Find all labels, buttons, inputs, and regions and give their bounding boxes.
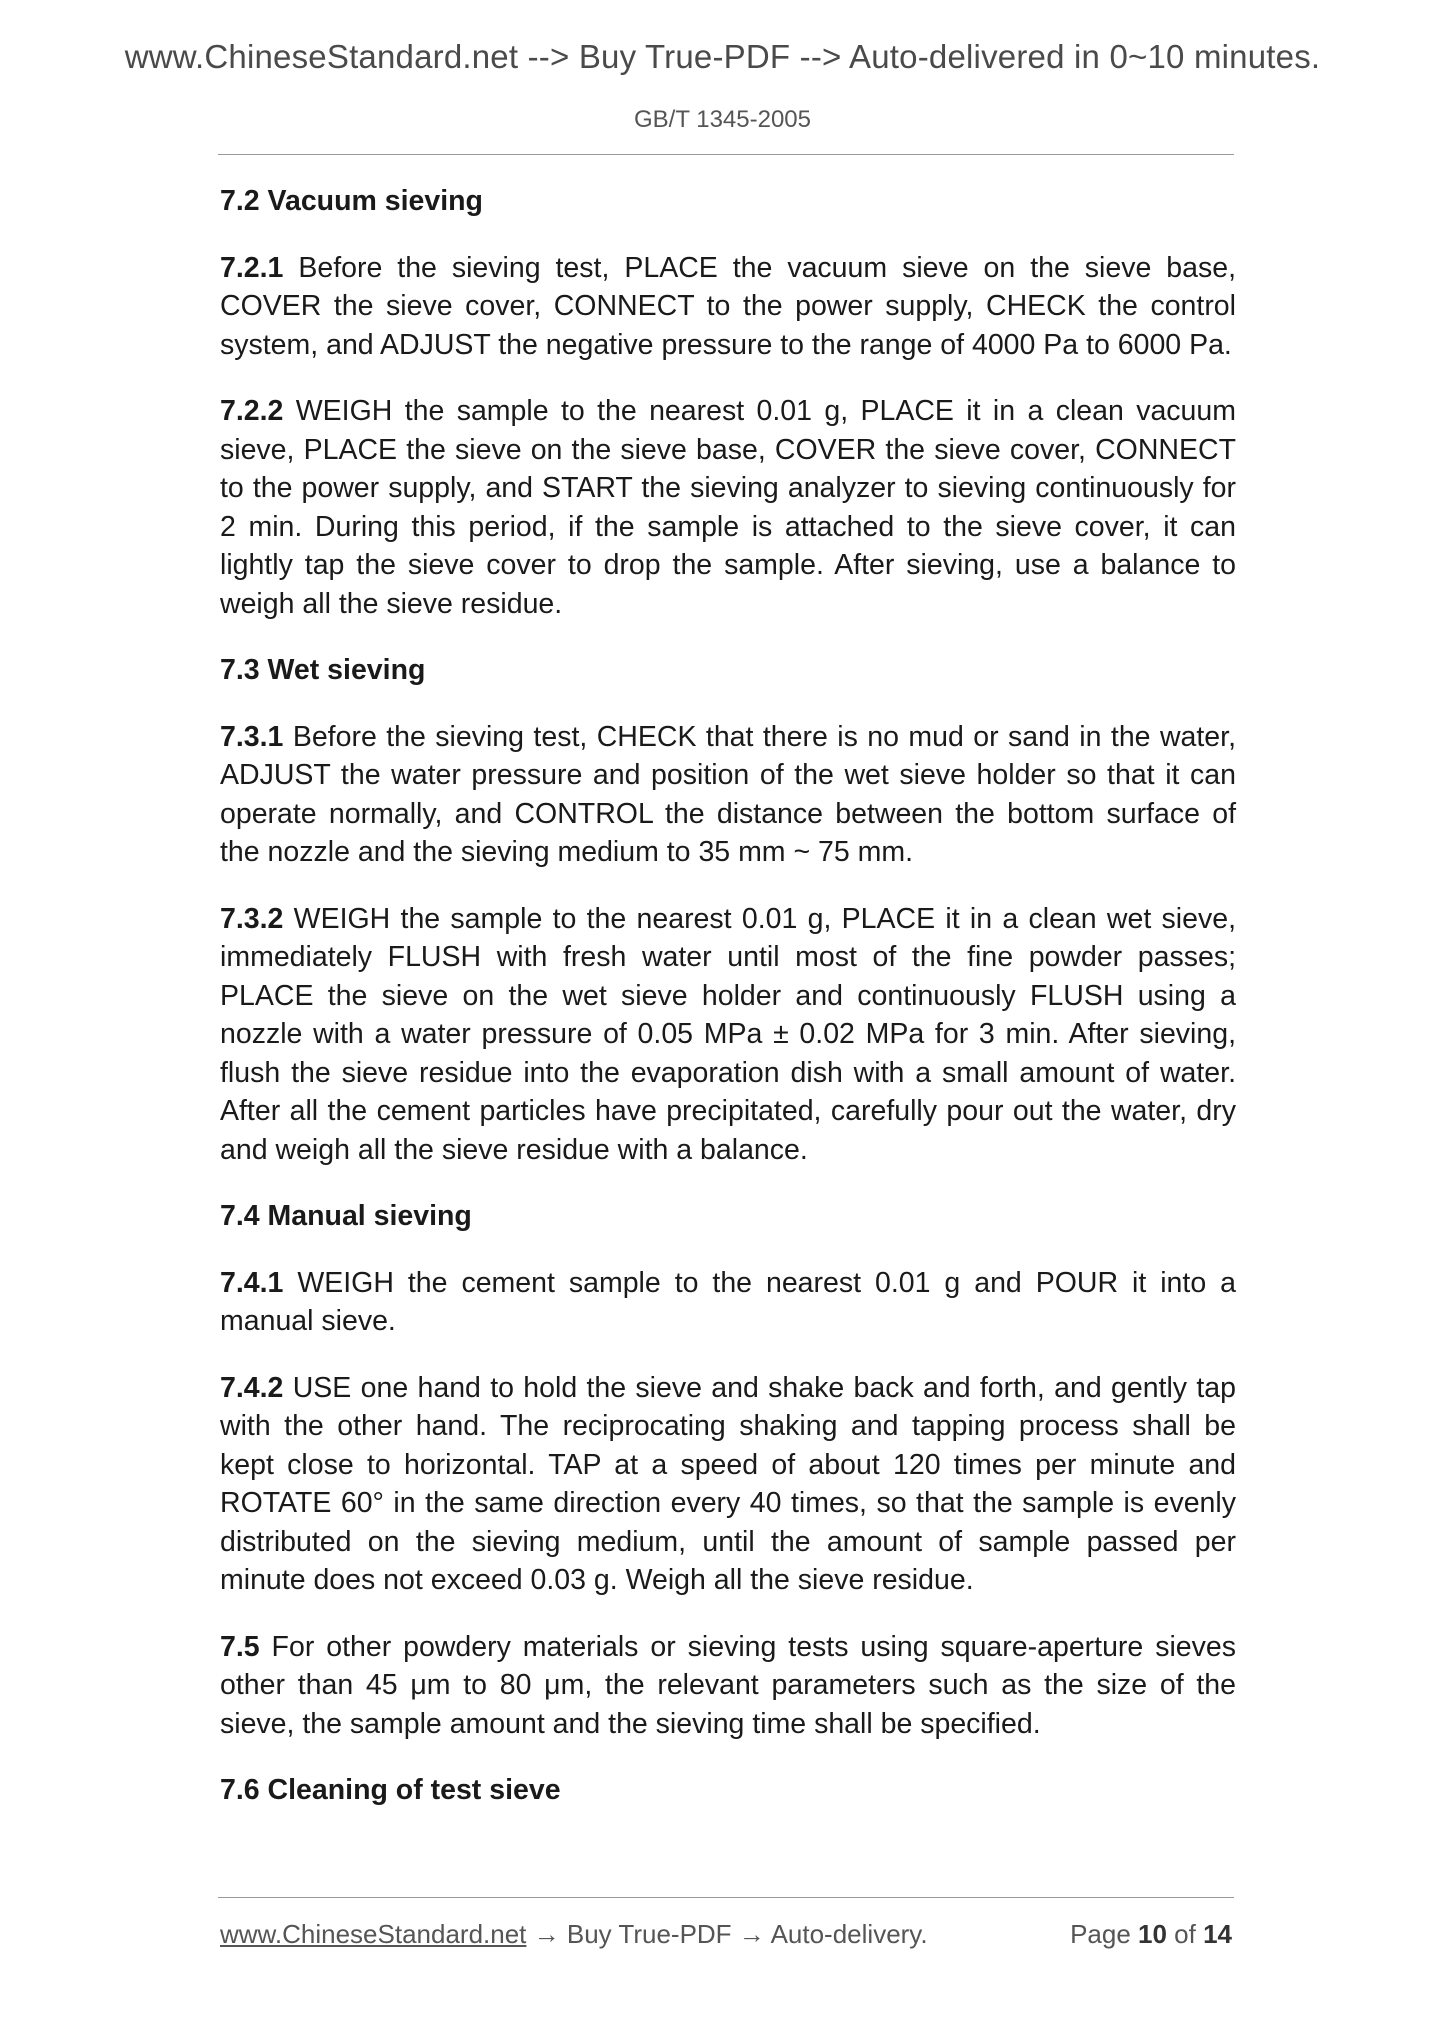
clause-number: 7.2.1 (220, 251, 284, 284)
page-footer (220, 1919, 1232, 1950)
section-heading-7-3: 7.3 Wet sieving (220, 654, 426, 686)
footer-site-link[interactable]: www.ChineseStandard.net (220, 1919, 527, 1949)
clause-number: 7.3.2 (220, 902, 284, 935)
clause-number: 7.3.1 (220, 720, 284, 753)
footer-divider (218, 1897, 1234, 1898)
clause-number: 7.4.1 (220, 1266, 284, 1299)
clause-text: Before the sieving test, CHECK that there is no mud or sand in the water, ADJUST the water pressure and position of the wet sieve holder so that it can operate normally, and CONTROL the distance between the bottom surface of the nozzle and the sieving medium to 35 mm ~ 75 mm. (220, 720, 1236, 868)
paragraph-7-4-2 (220, 1369, 1236, 1600)
clause-text: WEIGH the cement sample to the nearest 0.01 g and POUR it into a manual sieve. (220, 1266, 1236, 1337)
section-heading-7-2: 7.2 Vacuum sieving (220, 185, 483, 217)
clause-text: USE one hand to hold the sieve and shake back and forth, and gently tap with the other hand. The reciprocating shaking and tapping process shall be kept close to horizontal. TAP at a speed of about 120 times per minute and ROTATE 60° in the same direction every 40 times, so that the sample is evenly distributed on the sieving medium, until the amount of sample passed per minute does not exceed 0.03 g. Weigh all the sieve residue. (220, 1371, 1236, 1596)
header-divider (218, 154, 1234, 155)
clause-text: WEIGH the sample to the nearest 0.01 g, PLACE it in a clean vacuum sieve, PLACE the sieve on the sieve base, COVER the sieve cover, CONNECT to the power supply, and START the sieving analyzer to sieving continuously for 2 min. During this period, if the sample is attached to the sieve cover, it can lightly tap the sieve cover to drop the sample. After sieving, use a balance to weigh all the sieve residue. (220, 395, 1236, 620)
clause-number: 7.5 (220, 1630, 260, 1663)
section-heading-7-6: 7.6 Cleaning of test sieve (220, 1774, 561, 1806)
page-number: 10 (1138, 1919, 1167, 1949)
page-counter (1070, 1919, 1232, 1950)
of-label: of (1166, 1919, 1204, 1949)
clause-number: 7.4.2 (220, 1371, 284, 1404)
clause-text: Before the sieving test, PLACE the vacuum sieve on the sieve base, COVER the sieve cover, CONNECT to the power supply, CHECK the control system, and ADJUST the negative pressure to the range of 4000 Pa to 6000 Pa. (220, 251, 1236, 361)
paragraph-7-5 (220, 1628, 1236, 1744)
document-code: GB/T 1345-2005 (633, 106, 811, 133)
clause-text: WEIGH the sample to the nearest 0.01 g, PLACE it in a clean wet sieve, immediately FLUSH with fresh water until most of the fine powder passes; PLACE the sieve on the wet sieve holder and continuously FLUSH using a nozzle with a water pressure of 0.05 MPa ± 0.02 MPa for 3 min. After sieving, flush the sieve residue into the evaporation dish with a small amount of water. After all the cement particles have precipitated, carefully pour out the water, dry and weigh all the sieve residue with a balance. (220, 902, 1236, 1166)
clause-text: For other powdery materials or sieving tests using square-aperture sieves other than 45 μm to 80 μm, the relevant parameters such as the size of the sieve, the sample amount and the sieving time shall be specified. (220, 1630, 1236, 1740)
paragraph-7-3-1 (220, 718, 1236, 872)
clause-number: 7.2.2 (220, 395, 284, 427)
top-banner: www.ChineseStandard.net --> Buy True-PDF --> Auto-delivered in 0~10 minutes. (124, 38, 1321, 75)
page-total: 14 (1203, 1919, 1232, 1949)
footer-promo-text: → Buy True-PDF → Auto-delivery. (526, 1919, 928, 1949)
document-body (220, 182, 1236, 1838)
paragraph-7-3-2 (220, 900, 1236, 1170)
paragraph-7-4-1 (220, 1264, 1236, 1341)
page-label: Page (1070, 1919, 1139, 1949)
paragraph-7-2-1 (220, 249, 1236, 365)
paragraph-7-2-2 (220, 392, 1236, 623)
section-heading-7-4: 7.4 Manual sieving (220, 1200, 472, 1232)
